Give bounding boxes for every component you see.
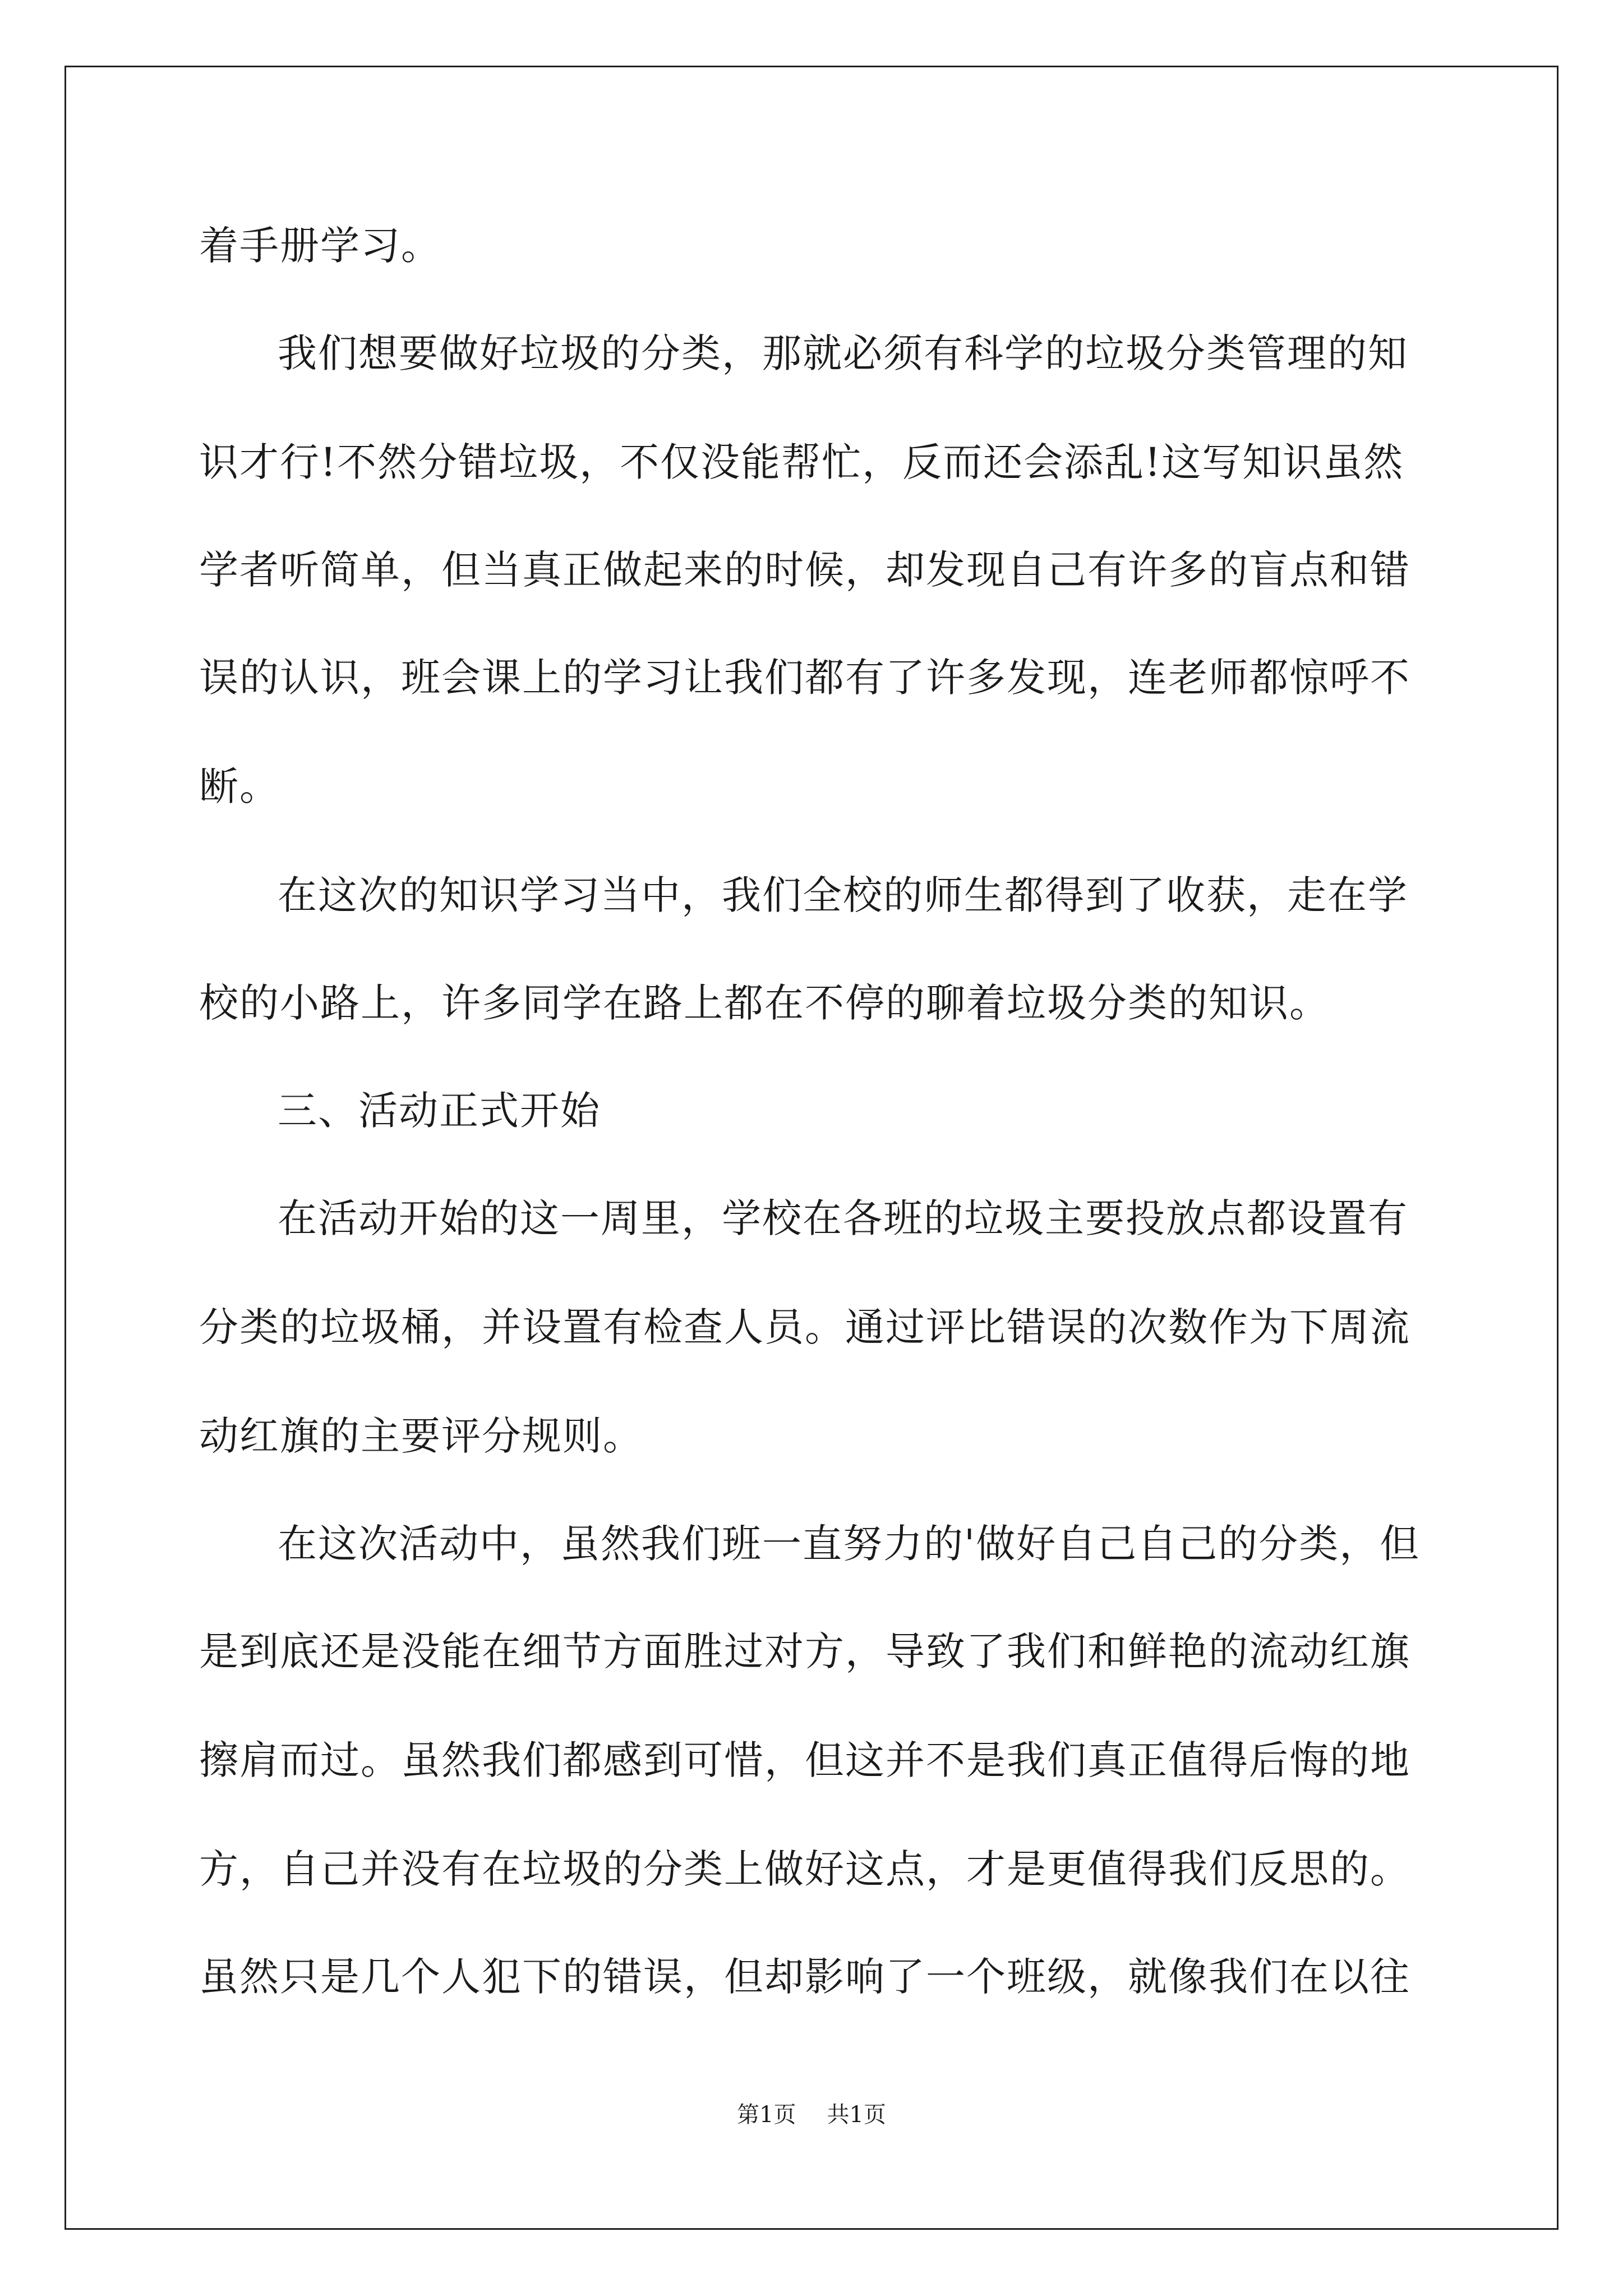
- text-line: 识才行!不然分错垃圾，不仅没能帮忙，反而还会添乱!这写知识虽然: [199, 439, 1404, 485]
- page-total: 共1页: [827, 2102, 886, 2128]
- text-line: 断。: [199, 763, 280, 809]
- text-line: 我们想要做好垃圾的分类，那就必须有科学的垃圾分类管理的知: [278, 330, 1408, 376]
- page-border: [64, 66, 1559, 2230]
- text-line: 学者听简单，但当真正做起来的时候，却发现自己有许多的盲点和错: [199, 547, 1410, 593]
- text-line: 着手册学习。: [199, 223, 441, 269]
- text-line: 方，自己并没有在垃圾的分类上做好这点，才是更值得我们反思的。: [199, 1846, 1410, 1892]
- text-line: 校的小路上，许多同学在路上都在不停的聊着垃圾分类的知识。: [199, 980, 1330, 1026]
- text-line: 动红旗的主要评分规则。: [199, 1413, 643, 1459]
- page-footer: [0, 2101, 1623, 2129]
- text-line: 分类的垃圾桶，并设置有检查人员。通过评比错误的次数作为下周流: [199, 1304, 1410, 1350]
- text-line: 在这次活动中，虽然我们班一直努力的'做好自己自己的分类，但: [278, 1521, 1421, 1567]
- text-line: 擦肩而过。虽然我们都感到可惜，但这并不是我们真正值得后悔的地: [199, 1737, 1410, 1783]
- text-line: 在活动开始的这一周里，学校在各班的垃圾主要投放点都设置有: [278, 1195, 1408, 1241]
- text-line: 误的认识，班会课上的学习让我们都有了许多发现，连老师都惊呼不: [199, 655, 1410, 701]
- text-line: 是到底还是没能在细节方面胜过对方，导致了我们和鲜艳的流动红旗: [199, 1628, 1410, 1674]
- text-line: 虽然只是几个人犯下的错误，但却影响了一个班级，就像我们在以往: [199, 1954, 1410, 2000]
- text-line: 在这次的知识学习当中，我们全校的师生都得到了收获，走在学: [278, 872, 1408, 918]
- page-number: 第1页: [737, 2102, 796, 2128]
- section-heading: 三、活动正式开始: [278, 1088, 601, 1134]
